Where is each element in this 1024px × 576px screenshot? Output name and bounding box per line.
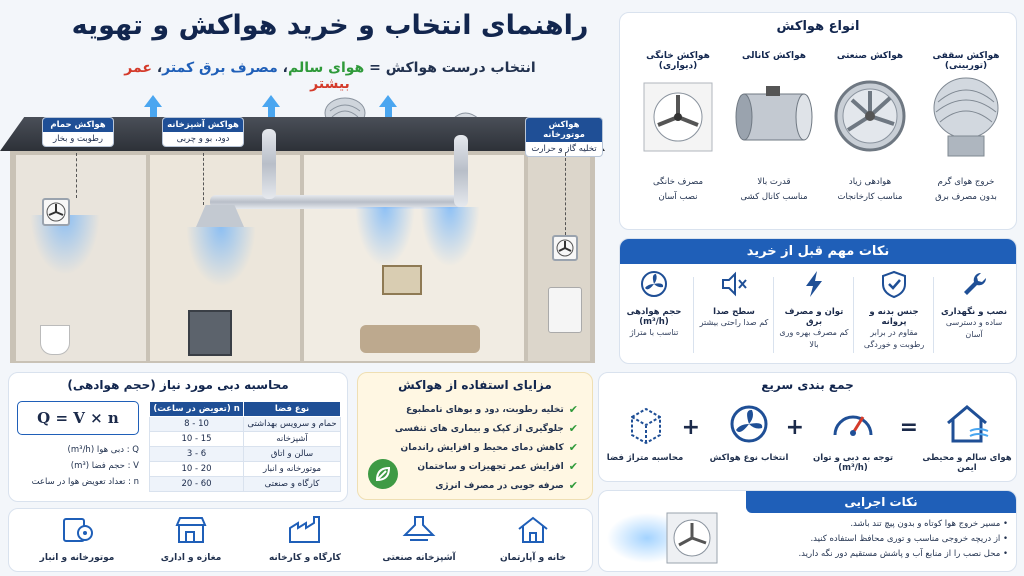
benefits-title: مزایای استفاده از هواکش	[398, 378, 552, 392]
place-label: مغازه و اداری	[160, 553, 222, 563]
summary-label: هوای سالم و محیطی ایمن	[922, 453, 1012, 473]
table-row	[150, 417, 341, 432]
airflow-up-arrow	[144, 95, 162, 107]
type-card-duct	[728, 51, 820, 205]
table-cell: سالن و اتاق	[244, 447, 341, 462]
place-industrial-kitchen	[364, 515, 474, 563]
callout-pointer	[565, 153, 566, 235]
execution-note: • مسیر خروج هوا کوتاه و بدون پیچ تند باشد.	[850, 519, 1008, 529]
tip-title: حجم هوادهی (m³/h)	[626, 307, 682, 327]
place-label: خانه و آپارتمان	[499, 553, 567, 563]
benefit-item	[417, 460, 578, 473]
benefit-text: کاهش دمای محیط و افزایش راندمان	[400, 442, 564, 453]
execution-notes-title: نکات اجرایی	[746, 491, 1016, 513]
subtitle-sep: ،	[151, 60, 163, 76]
benefit-item	[395, 422, 578, 435]
benefit-text: جلوگیری از کپک و بیماری های تنفسی	[394, 423, 564, 434]
summary-gauge	[808, 403, 898, 473]
tip-title: سطح صدا	[713, 307, 755, 317]
summary-area	[600, 403, 690, 463]
type-card-wall	[632, 51, 724, 205]
type-desc-2: نصب آسان	[658, 192, 698, 202]
table-row	[150, 432, 341, 447]
airflow-cone	[420, 207, 480, 267]
benefit-text: افزایش عمر تجهیزات و ساختمان	[417, 461, 564, 472]
type-desc-2: مناسب کارخانجات	[837, 192, 903, 202]
tip-power	[778, 269, 850, 357]
summary-result	[922, 403, 1012, 473]
place-home	[478, 515, 588, 563]
tip-title: نصب و نگهداری	[940, 307, 1008, 317]
execution-notes-panel	[598, 490, 1017, 572]
check-icon: ✔	[568, 422, 578, 435]
tip-desc: کم مصرف بهره وری بالا	[779, 328, 849, 349]
tip-material	[858, 269, 930, 357]
callout-title: هواکش آشپزخانه	[163, 118, 243, 132]
callout-title: هواکش حمام	[43, 118, 113, 132]
airflow-calculation-panel	[8, 372, 348, 502]
table-cell: موتورخانه و انبار	[244, 462, 341, 477]
tip-desc: تناسب با متراژ	[629, 328, 679, 337]
subtitle-sep: ،	[277, 60, 288, 76]
place-label: آشپزخانه صنعتی	[382, 553, 456, 563]
buying-tips-title: نکات مهم قبل از خرید	[620, 239, 1016, 264]
legend-n: n : تعداد تعویض هوا در ساعت	[31, 477, 139, 487]
airflow-up-arrow	[379, 95, 397, 107]
house-illustration	[0, 95, 605, 367]
place-label: کارگاه و کارخانه	[268, 553, 342, 563]
factory-icon	[287, 515, 323, 545]
fan-icon	[639, 269, 669, 299]
stove	[188, 310, 232, 356]
table-cell: آشپزخانه	[244, 432, 341, 447]
callout-desc: تخلیه گاز و حرارت	[531, 144, 597, 154]
summary-fan-type	[704, 403, 794, 463]
tip-installation	[938, 269, 1010, 357]
summary-title: جمع بندی سریع	[761, 378, 854, 392]
type-desc-1: هوادهی زیاد	[848, 177, 892, 187]
table-row	[150, 462, 341, 477]
divider	[853, 277, 854, 353]
house-icon	[516, 515, 550, 545]
check-icon: ✔	[568, 403, 578, 416]
callout-kitchen	[162, 117, 244, 147]
callout-engine-room	[525, 117, 603, 157]
table-cell: 6 - 3	[150, 447, 244, 462]
benefits-panel	[357, 372, 593, 500]
turbine-ventilator-icon	[920, 67, 1012, 167]
formula-box: Q = V × n	[17, 401, 139, 435]
page-title: راهنمای انتخاب و خرید هواکش و تهویه	[71, 10, 589, 41]
tip-airflow	[619, 269, 690, 357]
type-card-industrial	[824, 51, 916, 205]
type-desc-2: مناسب کانال کشی	[740, 192, 808, 202]
legend-q: Q : دبی هوا (m³/h)	[67, 445, 139, 455]
table-row	[150, 477, 341, 492]
equals-sign: =	[899, 415, 918, 440]
fan-types-panel	[619, 12, 1017, 230]
sofa	[360, 325, 480, 353]
legend-v: V : حجم فضا (m³)	[70, 461, 139, 471]
wrench-icon	[959, 269, 989, 299]
house-air-icon	[942, 403, 992, 445]
execution-note: • محل نصب را از منابع آب و پاشش مستقیم دور نگه دارید.	[798, 549, 1008, 559]
summary-panel	[598, 372, 1017, 482]
duct-fan-icon	[728, 67, 820, 167]
type-desc-1: مصرف خانگی	[652, 177, 704, 187]
calculation-title: محاسبه دبی مورد نیاز (حجم هوادهی)	[67, 378, 289, 392]
table-cell: کارگاه و صنعتی	[244, 477, 341, 492]
place-label: موتورخانه و انبار	[39, 553, 115, 563]
callout-title: هواکش موتورخانه	[526, 118, 602, 142]
wall-fan-icon	[632, 67, 724, 167]
subtitle-healthy: هوای سالم	[287, 60, 365, 76]
summary-label: توجه به دبی و توان (m³/h)	[812, 453, 894, 473]
wall-fan-icon	[42, 198, 70, 226]
leaf-icon	[368, 459, 398, 489]
benefit-item	[401, 441, 578, 454]
divider	[933, 277, 934, 353]
airflow-cone	[186, 227, 256, 287]
gauge-icon	[830, 403, 876, 445]
fan-icon	[728, 403, 770, 445]
water-heater	[548, 287, 582, 333]
tip-desc: مقاوم در برابر رطوبت و خوردگی	[863, 328, 925, 349]
tip-title: جنس بدنه و پروانه	[869, 307, 919, 327]
tip-desc: کم صدا راحتی بیشتر	[699, 318, 769, 327]
table-cell: 15 - 10	[150, 432, 244, 447]
summary-label: انتخاب نوع هواکش	[709, 453, 789, 463]
summary-label: محاسبه متراژ فضا	[606, 453, 684, 463]
callout-pointer	[203, 153, 204, 205]
check-icon: ✔	[568, 460, 578, 473]
wall-painting	[382, 265, 422, 295]
lightning-icon	[799, 269, 829, 299]
plus-sign: +	[681, 415, 700, 440]
airflow-cone	[355, 207, 415, 267]
divider	[773, 277, 774, 353]
table-cell: 10 - 8	[150, 417, 244, 432]
place-factory	[250, 515, 360, 563]
shield-check-icon	[879, 269, 909, 299]
type-name: هواکش صنعتی	[836, 51, 904, 61]
benefit-item	[435, 479, 578, 492]
table-row	[150, 447, 341, 462]
type-name: هواکش کانالی	[742, 51, 806, 61]
check-icon: ✔	[568, 441, 578, 454]
callout-desc: رطوبت و بخار	[52, 134, 104, 144]
type-desc-1: قدرت بالا	[757, 177, 791, 187]
air-change-table	[149, 401, 341, 492]
table-cell: 60 - 20	[150, 477, 244, 492]
type-card-turbine	[920, 51, 1012, 205]
table-header: نوع فضا	[244, 402, 341, 417]
tip-desc: ساده و دسترسی آسان	[945, 318, 1003, 339]
wall-fan-icon	[552, 235, 578, 261]
table-cell: حمام و سرویس بهداشتی	[244, 417, 341, 432]
place-store	[136, 515, 246, 563]
ventilation-duct	[454, 135, 468, 207]
table-cell: 20 - 10	[150, 462, 244, 477]
type-desc-2: بدون مصرف برق	[935, 192, 997, 202]
execution-note: • از دریچه خروجی مناسب و توری محافظ استفاده کنید.	[810, 534, 1008, 544]
divider	[693, 277, 694, 353]
airflow-up-arrow	[262, 95, 280, 107]
callout-pointer	[76, 153, 77, 198]
usage-places-panel	[8, 508, 593, 572]
mute-speaker-icon	[719, 269, 749, 299]
place-engine-room	[22, 515, 132, 563]
type-name: هواکش سقفی (توربینی)	[932, 51, 1000, 71]
engine-room-icon	[60, 515, 94, 545]
subtitle-power: مصرف برق کمتر	[162, 60, 278, 76]
store-icon	[174, 515, 208, 545]
tip-title: توان و مصرف برق	[784, 307, 844, 327]
callout-desc: دود، بو و چربی	[176, 134, 230, 144]
type-name: هواکش خانگی (دیواری)	[646, 51, 710, 71]
check-icon: ✔	[568, 479, 578, 492]
cube-icon	[624, 403, 666, 445]
ventilation-duct	[262, 129, 276, 199]
industrial-fan-icon	[824, 67, 916, 167]
benefit-text: تخلیه رطوبت، دود و بوهای نامطبوع	[405, 404, 564, 415]
subtitle-life: عمر بیشتر	[124, 60, 350, 92]
table-header: n (تعویض در ساعت)	[150, 402, 244, 417]
fan-types-title: انواع هواکش	[776, 19, 860, 34]
range-hood-icon	[402, 515, 436, 545]
buying-tips-panel	[619, 238, 1017, 364]
toilet	[40, 325, 70, 355]
page-subtitle	[110, 60, 550, 92]
tip-noise	[698, 269, 770, 357]
plus-sign: +	[785, 415, 804, 440]
type-desc-1: خروج هوای گرم	[937, 177, 995, 187]
callout-bathroom	[42, 117, 114, 147]
benefit-text: صرفه جویی در مصرف انرژی	[435, 480, 564, 491]
benefit-item	[406, 403, 578, 416]
wall-fan-icon	[607, 505, 727, 567]
subtitle-prefix: انتخاب درست هواکش =	[364, 60, 536, 76]
